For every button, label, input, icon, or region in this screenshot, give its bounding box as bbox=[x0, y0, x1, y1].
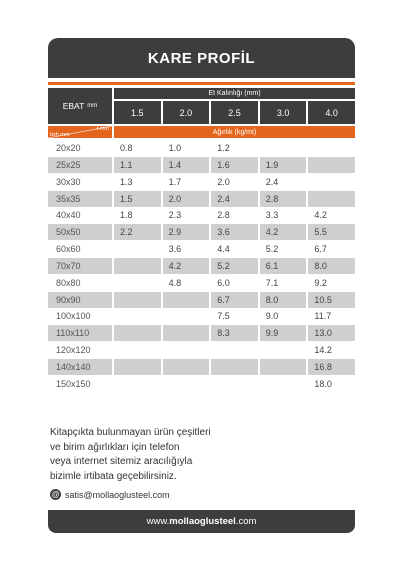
weight-cell: 7.1 bbox=[265, 277, 279, 288]
weight-cell bbox=[114, 359, 161, 375]
size-cell: 120x120 bbox=[56, 345, 91, 356]
note-line: ve birim ağırlıkları için telefon bbox=[50, 441, 180, 453]
value-cells bbox=[114, 342, 355, 358]
size-cell: 30x30 bbox=[56, 176, 81, 187]
weight-cell: 5.5 bbox=[308, 224, 355, 240]
table-row bbox=[48, 258, 355, 274]
weight-cell: 3.6 bbox=[168, 244, 182, 255]
table-row bbox=[48, 342, 355, 358]
value-cells bbox=[114, 207, 355, 223]
weight-cell: 11.7 bbox=[314, 311, 332, 322]
weight-cell: 1.7 bbox=[168, 176, 182, 187]
weight-cell: 2.9 bbox=[163, 224, 210, 240]
thickness-header: Et Kalınlığı (mm) bbox=[114, 88, 355, 99]
page-title: KARE PROFİL bbox=[48, 38, 355, 78]
value-cells bbox=[114, 241, 355, 257]
weight-cell: 10.5 bbox=[308, 292, 355, 308]
url-prefix: www. bbox=[146, 516, 170, 527]
weight-cell: 1.4 bbox=[163, 157, 210, 173]
thickness-col: 2.5 bbox=[211, 101, 258, 124]
weight-cell: 6.0 bbox=[217, 277, 230, 288]
contact-email[interactable] bbox=[50, 489, 170, 500]
note-line: Kitapçıkta bulunmayan ürün çeşitleri bbox=[50, 427, 211, 438]
weight-cell bbox=[260, 342, 307, 358]
weight-cell: 6.7 bbox=[314, 244, 327, 255]
weight-cell: 4.8 bbox=[168, 277, 182, 288]
weight-cell: 5.2 bbox=[265, 244, 279, 255]
weight-cell bbox=[114, 292, 161, 308]
ebat-unit: mm bbox=[87, 103, 98, 109]
weight-cell: 3.3 bbox=[265, 210, 279, 221]
size-cell: 70x70 bbox=[48, 258, 112, 274]
table-row bbox=[48, 308, 355, 324]
table-row bbox=[48, 140, 355, 156]
weight-cell bbox=[163, 325, 210, 341]
value-cells bbox=[114, 140, 355, 156]
table-row bbox=[48, 174, 355, 190]
weight-cell: 4.4 bbox=[217, 244, 230, 255]
weight-cell: 4.2 bbox=[260, 224, 307, 240]
size-cell: 20x20 bbox=[56, 143, 81, 154]
weight-cell: 6.1 bbox=[260, 258, 307, 274]
value-cells bbox=[114, 157, 355, 173]
weight-cell: 9.0 bbox=[265, 311, 279, 322]
weight-cell: 1.2 bbox=[217, 143, 230, 154]
weight-cell bbox=[163, 342, 210, 358]
weight-cell: 0.8 bbox=[120, 143, 133, 154]
weight-cell: 2.4 bbox=[265, 176, 279, 187]
size-cell: 60x60 bbox=[56, 244, 81, 255]
table-body bbox=[48, 140, 355, 392]
weight-cell: 8.3 bbox=[211, 325, 258, 341]
note-line: bizimle irtibata geçebilirsiniz. bbox=[50, 470, 177, 482]
ebat-header bbox=[48, 88, 112, 124]
weight-cell: 2.0 bbox=[217, 176, 230, 187]
weight-cell: 14.2 bbox=[314, 345, 332, 356]
weight-cell bbox=[308, 174, 355, 190]
weight-cell: 1.8 bbox=[120, 210, 133, 221]
weight-cell bbox=[114, 342, 161, 358]
table-header bbox=[48, 88, 355, 140]
table-row bbox=[48, 325, 355, 341]
weight-cell: 1.0 bbox=[168, 143, 182, 154]
weight-cell bbox=[308, 140, 355, 156]
corner-top-label: t mm bbox=[96, 126, 109, 132]
value-cells bbox=[114, 224, 355, 240]
info-note bbox=[50, 426, 280, 484]
weight-cell: 5.2 bbox=[211, 258, 258, 274]
thickness-col: 1.5 bbox=[114, 101, 161, 124]
value-cells bbox=[114, 174, 355, 190]
value-cells bbox=[114, 325, 355, 341]
weight-cell bbox=[211, 359, 258, 375]
note-line: veya internet sitemiz aracılığıyla bbox=[50, 456, 193, 467]
weight-cell bbox=[114, 275, 161, 291]
corner-cell bbox=[48, 126, 112, 138]
value-cells bbox=[114, 359, 355, 375]
url-brand: mollaoglusteel bbox=[169, 516, 236, 527]
value-cells bbox=[114, 191, 355, 207]
weight-cell bbox=[114, 258, 161, 274]
weight-cell: 2.3 bbox=[168, 210, 182, 221]
url-suffix: .com bbox=[235, 516, 257, 527]
size-cell: 25x25 bbox=[48, 157, 112, 173]
weight-cell: 8.0 bbox=[260, 292, 307, 308]
table-row bbox=[48, 275, 355, 291]
weight-cell: 2.4 bbox=[211, 191, 258, 207]
weight-cell bbox=[163, 292, 210, 308]
weight-cell: 2.2 bbox=[114, 224, 161, 240]
table-row bbox=[48, 157, 355, 173]
email-text[interactable]: satis@mollaoglusteel.com bbox=[65, 489, 170, 500]
weight-cell: 6.7 bbox=[211, 292, 258, 308]
ebat-label: EBAT bbox=[62, 101, 85, 111]
size-cell: 40x40 bbox=[56, 210, 81, 221]
thickness-col: 4.0 bbox=[308, 101, 355, 124]
weight-cell bbox=[114, 241, 161, 257]
weight-cell: 3.6 bbox=[211, 224, 258, 240]
weight-cell: 2.0 bbox=[163, 191, 210, 207]
weight-cell: 1.1 bbox=[114, 157, 161, 173]
weight-cell: 1.6 bbox=[211, 157, 258, 173]
value-cells bbox=[114, 292, 355, 308]
thickness-col: 2.0 bbox=[163, 101, 210, 124]
weight-cell: 18.0 bbox=[314, 378, 332, 389]
weight-cell bbox=[260, 359, 307, 375]
table-row bbox=[48, 207, 355, 223]
weight-cell bbox=[260, 376, 307, 392]
weight-cell: 1.9 bbox=[260, 157, 307, 173]
weight-header: Ağırlık (kg/mt) bbox=[114, 126, 355, 138]
value-cells bbox=[114, 275, 355, 291]
thickness-col: 3.0 bbox=[260, 101, 307, 124]
weight-cell bbox=[260, 140, 307, 156]
corner-bottom-label: bxh mm bbox=[50, 132, 70, 138]
weight-cell bbox=[114, 325, 161, 341]
weight-cell: 1.5 bbox=[114, 191, 161, 207]
weight-cell bbox=[308, 157, 355, 173]
table-row bbox=[48, 292, 355, 308]
value-cells bbox=[114, 308, 355, 324]
weight-cell: 9.9 bbox=[260, 325, 307, 341]
weight-cell: 4.2 bbox=[163, 258, 210, 274]
size-cell: 50x50 bbox=[48, 224, 112, 240]
table-row bbox=[48, 191, 355, 207]
size-cell: 110x110 bbox=[48, 325, 112, 341]
weight-cell bbox=[163, 359, 210, 375]
weight-cell bbox=[211, 342, 258, 358]
thickness-columns bbox=[114, 101, 355, 124]
weight-cell: 8.0 bbox=[308, 258, 355, 274]
weight-cell: 1.3 bbox=[120, 176, 133, 187]
weight-cell bbox=[163, 308, 210, 324]
size-cell: 35x35 bbox=[48, 191, 112, 207]
accent-divider bbox=[48, 82, 355, 85]
size-cell: 140x140 bbox=[48, 359, 112, 375]
weight-cell bbox=[163, 376, 210, 392]
table-row bbox=[48, 224, 355, 240]
size-cell: 80x80 bbox=[56, 277, 81, 288]
weight-cell: 9.2 bbox=[314, 277, 327, 288]
weight-cell bbox=[114, 308, 161, 324]
footer-website[interactable] bbox=[48, 510, 355, 533]
weight-cell: 16.8 bbox=[308, 359, 355, 375]
value-cells bbox=[114, 258, 355, 274]
size-cell: 150x150 bbox=[56, 378, 91, 389]
at-icon: @ bbox=[51, 489, 60, 499]
weight-cell: 7.5 bbox=[217, 311, 230, 322]
table-row bbox=[48, 376, 355, 392]
weight-cell: 4.2 bbox=[314, 210, 327, 221]
weight-cell: 2.8 bbox=[260, 191, 307, 207]
table-row bbox=[48, 241, 355, 257]
weight-cell bbox=[211, 376, 258, 392]
table-row bbox=[48, 359, 355, 375]
weight-cell: 2.8 bbox=[217, 210, 230, 221]
size-cell: 100x100 bbox=[56, 311, 91, 322]
weight-cell: 13.0 bbox=[308, 325, 355, 341]
weight-cell bbox=[308, 191, 355, 207]
size-cell: 90x90 bbox=[48, 292, 112, 308]
weight-cell bbox=[114, 376, 161, 392]
value-cells bbox=[114, 376, 355, 392]
